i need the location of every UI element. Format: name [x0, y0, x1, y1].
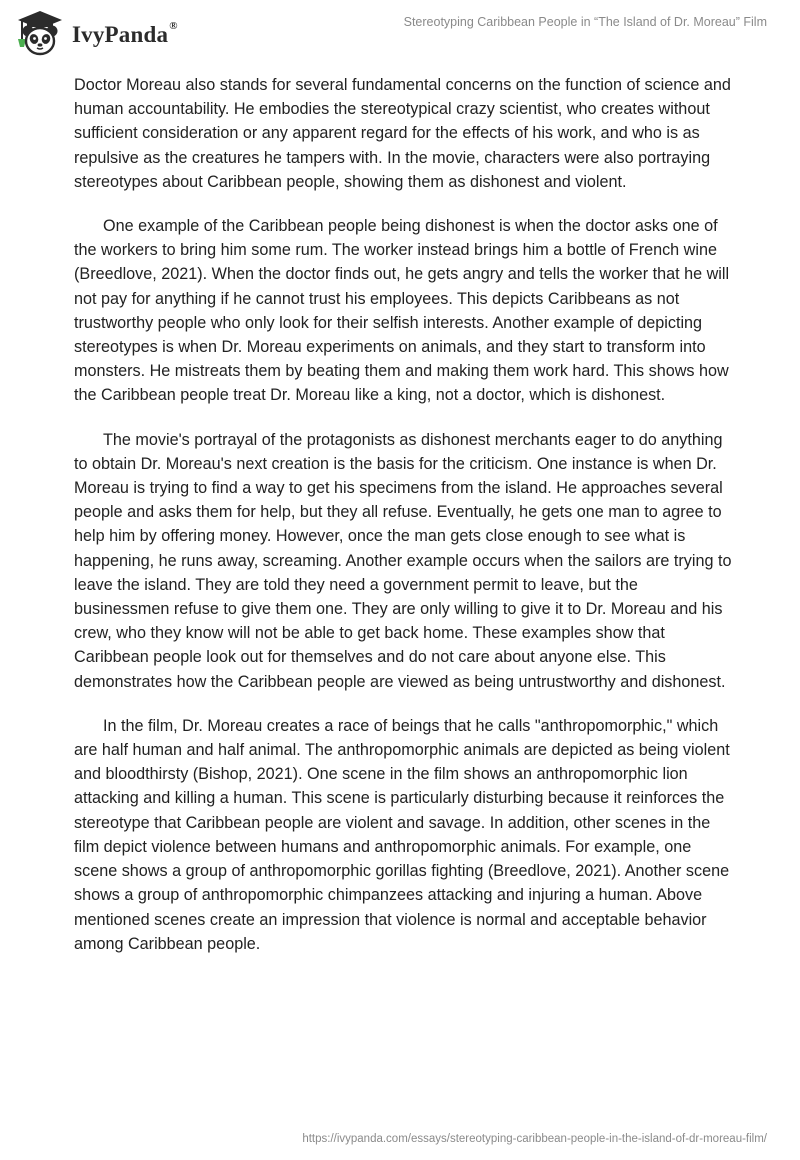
paragraph-2: One example of the Caribbean people being dishonest is when the doctor asks one of the workers to bring him some rum. The worker instead brings him a bottle of French wine (Breedlove, 2021). When the doctor finds out, he gets angry and tells the worker that he will not pay for anything if he cannot trust his employees. This depicts Caribbeans as not trustworthy people who only look for their selfish interests. Another example of depicting stereotypes is when Dr. Moreau experiments on animals, and they start to transform into monsters. He mistreats them by beating them and making them work hard. This shows how the Caribbean people treat Dr. Moreau like a king, not a doctor, which is dishonest.	[74, 217, 730, 405]
essay-body	[74, 73, 734, 976]
ivypanda-logo[interactable]	[14, 8, 178, 58]
panda-graduate-icon	[14, 9, 66, 57]
document-title: Stereotyping Caribbean People in “The Island of Dr. Moreau” Film	[403, 15, 767, 29]
paragraph-1: Doctor Moreau also stands for several fundamental concerns on the function of science and human accountability. He embodies the stereotypical crazy scientist, who creates without sufficient consideration or any apparent regard for the effects of his work, and who is as repulsive as the creatures he tampers with. In the movie, characters were also portraying stereotypes about Caribbean people, showing them as dishonest and violent.	[74, 76, 731, 191]
registered-mark: ®	[169, 20, 178, 32]
paragraph-4: In the film, Dr. Moreau creates a race of beings that he calls "anthropomorphic," which are half human and half animal. The anthropomorphic animals are depicted as being violent and bloodthirsty (Bishop, 2021). One scene in the film shows an anthropomorphic lion attacking and killing a human. This scene is particularly disturbing because it reinforces the stereotype that Caribbean people are violent and savage. In addition, other scenes in the film depict violence between humans and anthropomorphic animals. For example, one scene shows a group of anthropomorphic gorillas fighting (Breedlove, 2021). Another scene shows a group of anthropomorphic chimpanzees attacking and injuring a human. Above mentioned scenes create an impression that violence is normal and acceptable behavior among Caribbean people.	[74, 716, 730, 953]
page-header	[0, 0, 800, 60]
source-url[interactable]: https://ivypanda.com/essays/stereotyping-caribbean-people-in-the-island-of-dr-moreau-film/	[302, 1133, 767, 1145]
paragraph-3: The movie's portrayal of the protagonists as dishonest merchants eager to do anything to obtain Dr. Moreau's next creation is the basis for the criticism. One instance is when Dr. Moreau is trying to find a way to get his specimens from the island. He approaches several people and asks them for help, but they all refuse. Eventually, he gets one man to agree to help him by offering money. However, once the man gets close enough to see what is happening, he runs away, screaming. Another example occurs when the sailors are trying to leave the island. They are told they need a government permit to leave, but the businessmen refuse to give them one. They are only willing to give it to Dr. Moreau and his crew, who they know will not be able to get back home. These examples show that Caribbean people look out for themselves and do not care about anyone else. This demonstrates how the Caribbean people are viewed as being untrustworthy and dishonest.	[74, 430, 732, 691]
logo-wordmark: IvyPanda®	[72, 20, 178, 47]
